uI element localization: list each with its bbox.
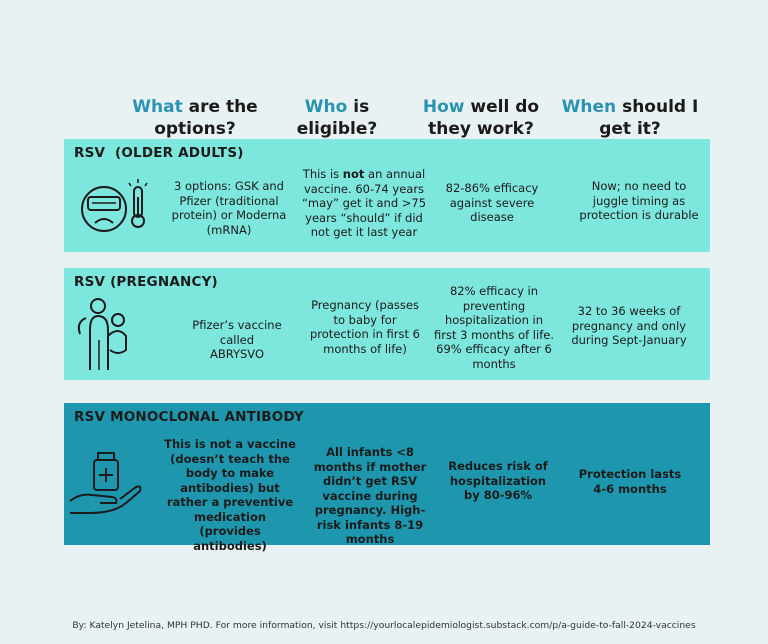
panel-title: RSV MONOCLONAL ANTIBODY <box>74 409 304 425</box>
eligibility-text: Pregnancy (passes to baby for protection in first 6 months of life) <box>310 298 420 356</box>
panel-title: RSV (OLDER ADULTS) <box>74 145 244 161</box>
efficacy-text: 82% efficacy in preventing hospitalization in first 3 months of life. 69% efficacy after 6 months <box>434 284 554 371</box>
header-what: What are the options? <box>132 97 258 139</box>
panel-older-adults <box>64 139 710 252</box>
eligibility-text: All infants <8 months if mother didn’t get RSV vaccine during pregnancy. High-risk infants 8-19 months <box>313 445 427 546</box>
panel-title: RSV (PREGNANCY) <box>74 274 218 290</box>
footer-credit: By: Katelyn Jetelina, MPH PHD. For more information, visit https://yourlocalepidemiologist.substack.com/p/a-guide-to-fall-2024-vaccines <box>72 620 696 631</box>
header-when: When should I get it? <box>561 97 699 139</box>
options-text: 3 options: GSK and Pfizer (traditional protein) or Moderna (mRNA) <box>171 179 287 237</box>
efficacy-text: Reduces risk of hospitalization by 80-96% <box>448 459 548 502</box>
parent-with-child-icon <box>72 296 136 372</box>
sick-face-thermometer-icon <box>78 177 150 237</box>
options-text: Pfizer’s vaccine called ABRYSVO <box>192 318 282 361</box>
timing-text: Protection lasts 4-6 months <box>578 467 682 496</box>
eligibility-text: This is not an annual vaccine. 60-74 years “may” get it and >75 years “should” if did not get it last year <box>301 167 427 239</box>
panel-pregnancy <box>64 268 710 380</box>
timing-text: Now; no need to juggle timing as protection is durable <box>579 179 699 222</box>
header-who: Who is eligible? <box>296 97 378 139</box>
header-how: How well do they work? <box>422 97 540 139</box>
panel-monoclonal-antibody <box>64 403 710 553</box>
efficacy-text: 82-86% efficacy against severe disease <box>445 181 539 224</box>
options-text: This is not a vaccine (doesn’t teach the body to make antibodies) but rather a preventive medication (provides antibodies) <box>164 437 296 553</box>
hand-holding-vial-icon <box>68 451 144 517</box>
timing-text: 32 to 36 weeks of pregnancy and only during Sept-January <box>571 304 687 347</box>
